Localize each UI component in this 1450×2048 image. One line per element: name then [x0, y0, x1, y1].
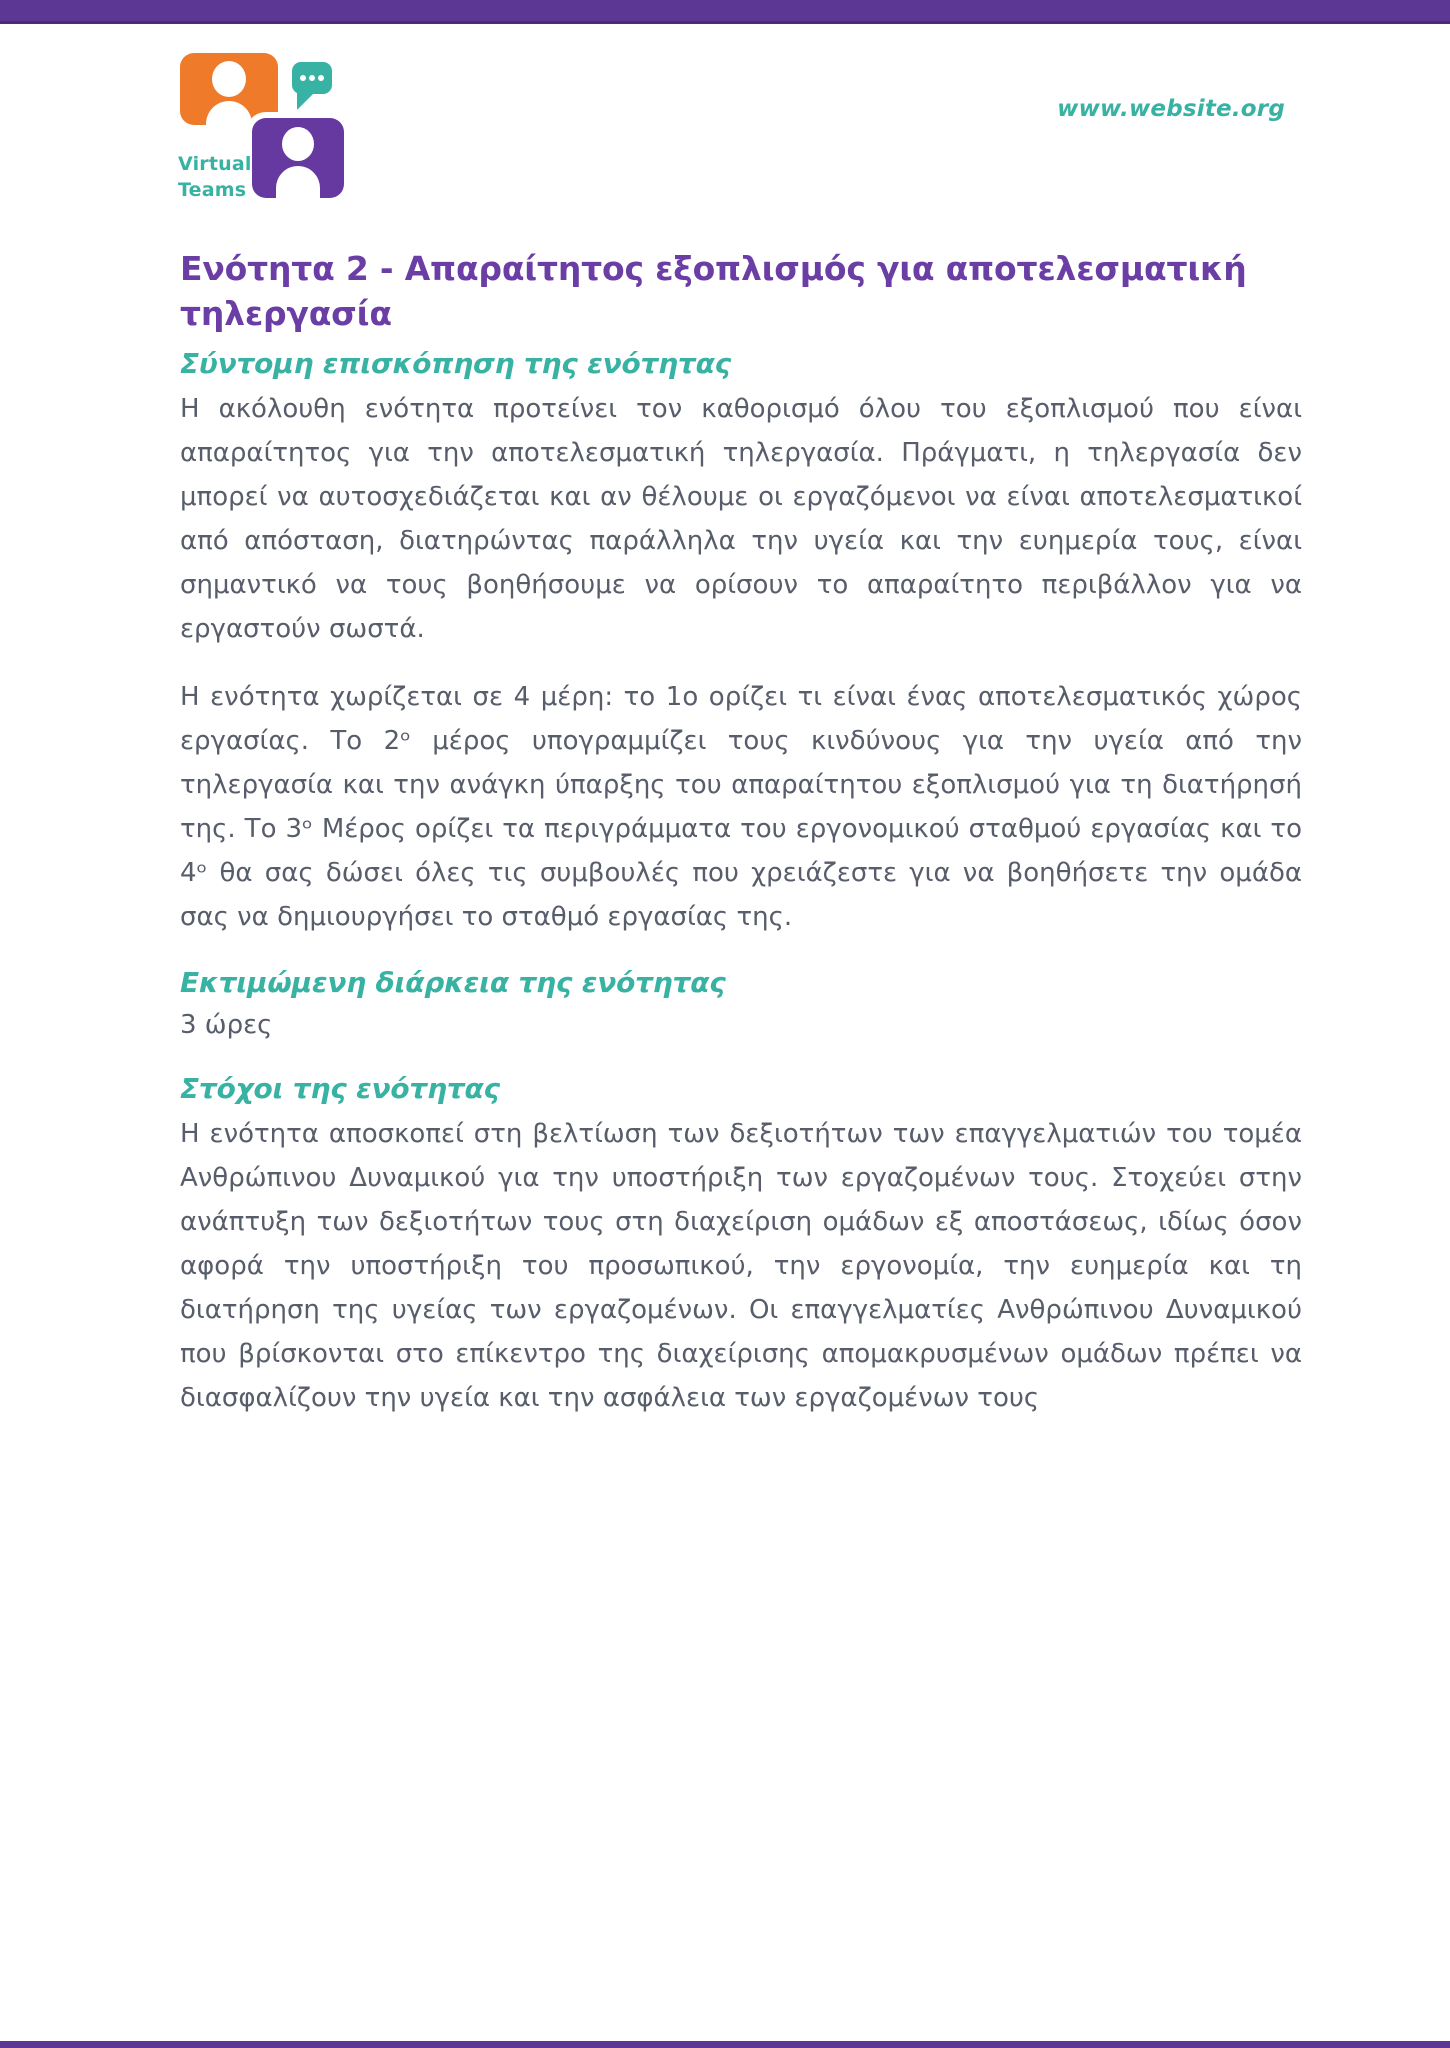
- paragraph-overview-2: Η ενότητα χωρίζεται σε 4 μέρη: το 1ο ορίζει τι είναι ένας αποτελεσματικός χώρος εργασίας. Το 2ᵒ μέρος υπογραμμίζει τους κινδύνους για την υγεία από την τηλεργασία και την ανάγκη ύπαρξης του απαραίτητου εξοπλισμού για τη διατήρησή της. Το 3ᵒ Μέρος ορίζει τα περιγράμματα του εργονομικού σταθμού εργασίας και το 4ᵒ θα σας δώσει όλες τις συμβουλές που χρειάζεστε για να βοηθήσετε την ομάδα σας να δημιουργήσει το σταθμό εργασίας της.: [180, 682, 1302, 932]
- paragraph-goals: Η ενότητα αποσκοπεί στη βελτίωση των δεξιοτήτων των επαγγελματιών του τομέα Ανθρώπινου Δυναμικού για την υποστήριξη των εργαζομένων τους. Στοχεύει στην ανάπτυξη των δεξιοτήτων τους στη διαχείριση ομάδων εξ αποστάσεως, ιδίως όσον αφορά την υποστήριξη του προσωπικού, την εργονομία, την ευημερία και τη διατήρηση της υγείας των εργαζομένων. Οι επαγγελματίες Ανθρώπινου Δυναμικού που βρίσκονται στο επίκεντρο της διαχείρισης απομακρυσμένων ομάδων πρέπει να διασφαλίζουν την υγεία και την ασφάλεια των εργαζομένων τους: [180, 1119, 1302, 1413]
- page-header: [0, 24, 1450, 200]
- duration-value: 3 ώρες: [180, 1010, 273, 1040]
- logo-wordmark: [178, 151, 252, 203]
- website-url[interactable]: www.website.org: [1057, 96, 1285, 122]
- person-head-shape: [282, 127, 314, 161]
- page-title: Ενότητα 2 - Απαραίτητος εξοπλισμός για αποτελεσματική τηλεργασία: [180, 249, 1247, 333]
- person-body-shape: [206, 101, 252, 125]
- document-body: [180, 246, 1302, 1420]
- logo-word-virtual: Virtual: [178, 153, 252, 175]
- paragraph-overview-1: Η ακόλουθη ενότητα προτείνει τον καθορισμό όλου του εξοπλισμού που είναι απαραίτητος για την αποτελεσματική τηλεργασία. Πράγματι, η τηλεργασία δεν μπορεί να αυτοσχεδιάζεται και αν θέλουμε οι εργαζόμενοι να είναι αποτελεσματικοί από απόσταση, διατηρώντας παράλληλα την υγεία και την ευημερία τους, είναι σημαντικό να τους βοηθήσουμε να ορίσουν το απαραίτητο περιβάλλον για να εργαστούν σωστά.: [180, 394, 1302, 644]
- person-body-shape: [276, 166, 320, 198]
- logo-word-teams: Teams: [178, 179, 247, 201]
- bubble-dot: [309, 75, 315, 81]
- section-heading-duration: Εκτιμώμενη διάρκεια της ενότητας: [180, 966, 726, 999]
- bottom-bar: [0, 2041, 1450, 2048]
- virtual-teams-logo: [180, 52, 350, 202]
- speech-bubble-icon: [292, 62, 332, 94]
- top-bar: [0, 0, 1450, 24]
- orange-person-icon: [180, 53, 278, 125]
- bubble-dot: [318, 75, 324, 81]
- bubble-dot: [300, 75, 306, 81]
- purple-person-icon: [252, 118, 344, 198]
- section-heading-overview: Σύντομη επισκόπηση της ενότητας: [180, 347, 731, 380]
- person-head-shape: [212, 61, 246, 97]
- section-heading-goals: Στόχοι της ενότητας: [180, 1072, 500, 1105]
